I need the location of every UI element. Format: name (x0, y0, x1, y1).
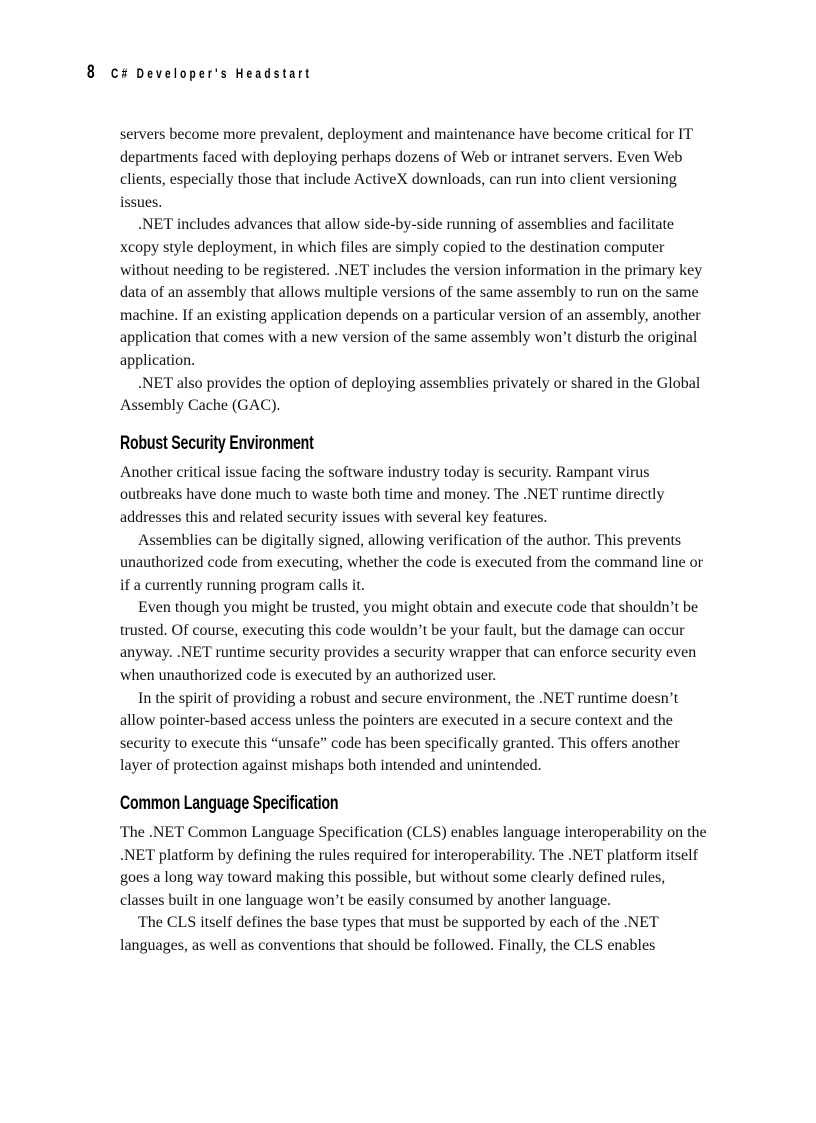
book-title: C# Developer's Headstart (111, 65, 313, 81)
security-paragraph-3: Even though you might be trusted, you might obtain and execute code that shouldn’t be trusted. Of course, executing this code wouldn’t be your fault, but the damage can occur anyway. .NET runtime security provides a security wrapper that can enforce security even when unauthorized code is executed by an authorized user. (120, 599, 699, 685)
intro-paragraph-1: servers become more prevalent, deployment and maintenance have become critical for IT departments faced with deploying perhaps dozens of Web or intranet servers. Even Web clients, especially those that include ActiveX downloads, can run into client versioning issues. (120, 126, 693, 211)
cls-paragraph-2: The CLS itself defines the base types that must be supported by each of the .NET languages, as well as conventions that should be followed. Finally, the CLS enables (120, 914, 659, 954)
section-heading-robust-security: Robust Security Environment (120, 432, 314, 454)
cls-paragraph-1: The .NET Common Language Specification (CLS) enables language interoperability on the .NET platform by defining the rules required for interoperability. The .NET platform itself goes a long way toward making this possible, but without some clearly defined rules, classes built in one language won’t be easily consumed by another language. (120, 824, 707, 909)
intro-paragraph-2: .NET includes advances that allow side-by-side running of assemblies and facilitate xcopy style deployment, in which files are simply copied to the destination computer without needing to be registered. .NET includes the version information in the primary key data of an assembly that allows multiple versions of the same assembly to run on the same machine. If an existing application depends on a particular version of an assembly, another application that comes with a new version of the same assembly won’t disturb the original application. (120, 216, 703, 369)
security-paragraph-1: Another critical issue facing the software industry today is security. Rampant virus outbreaks have done much to waste both time and money. The .NET runtime directly addresses this and related security issues with several key features. (120, 463, 665, 526)
security-paragraph-4: In the spirit of providing a robust and secure environment, the .NET runtime doesn’t allow pointer-based access unless the pointers are executed in a secure context and the security to execute this “unsafe” code has been specifically granted. This offers another layer of protection against mishaps both intended and unintended. (120, 689, 680, 775)
page-number: 8 (87, 62, 95, 83)
security-paragraph-2: Assemblies can be digitally signed, allowing verification of the author. This prevents unauthorized code from executing, whether the code is executed from the command line or if a currently running program calls it. (120, 531, 703, 594)
section-heading-common-language-spec: Common Language Specification (120, 793, 339, 815)
body-text (120, 124, 710, 958)
intro-paragraph-3: .NET also provides the option of deploying assemblies privately or shared in the Global Assembly Cache (GAC). (120, 374, 701, 415)
running-header (87, 62, 390, 86)
